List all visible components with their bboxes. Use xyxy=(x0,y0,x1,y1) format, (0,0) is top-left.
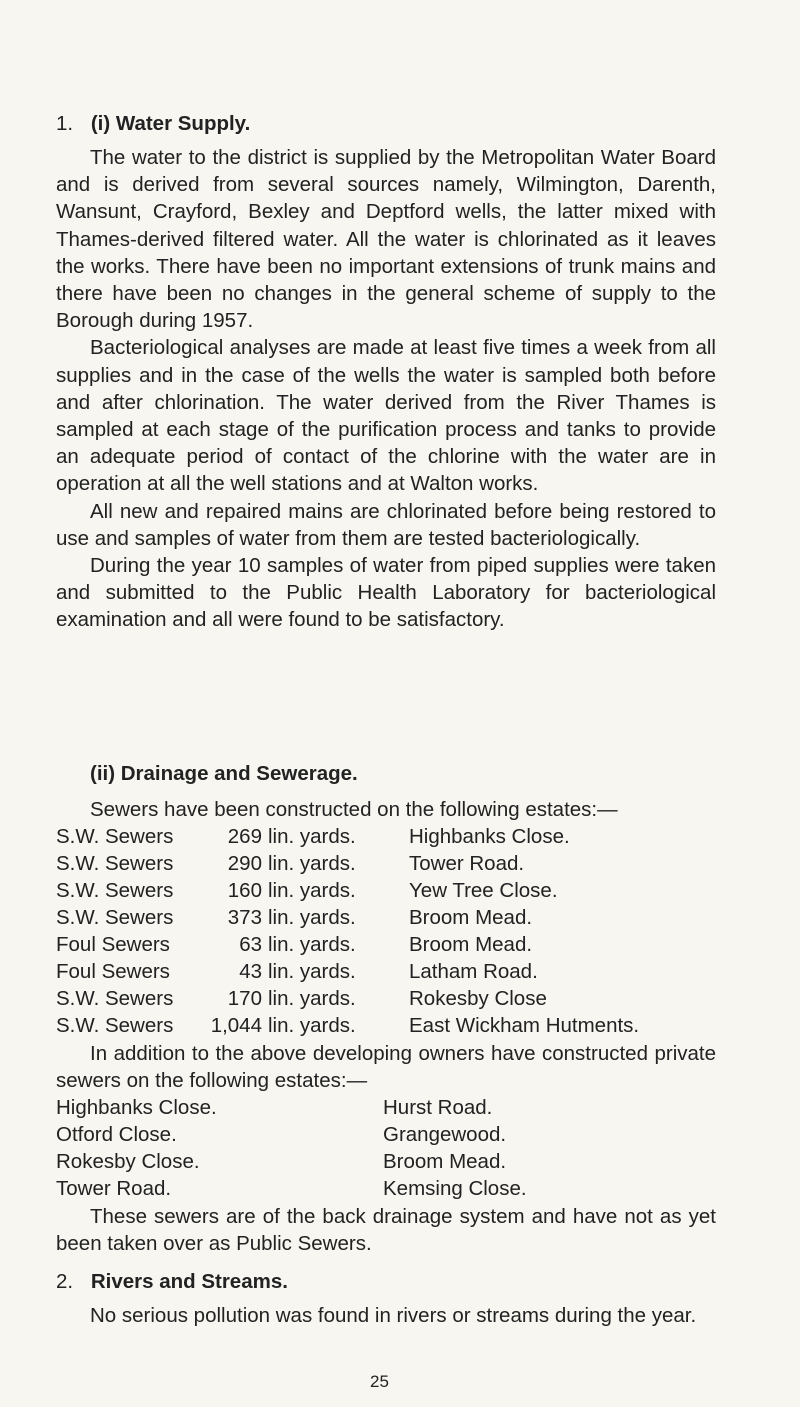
sewer-estate: Broom Mead. xyxy=(409,906,533,929)
sewer-type: S.W. Sewers xyxy=(56,825,174,848)
sewer-type: S.W. Sewers xyxy=(56,879,174,902)
rivers-streams-text: No serious pollution was found in rivers or streams during the year. xyxy=(90,1304,697,1327)
sewer-type: Foul Sewers xyxy=(56,933,170,956)
sewer-estate: Tower Road. xyxy=(409,852,525,875)
private-estate: Otford Close. xyxy=(56,1123,177,1146)
page-number: 25 xyxy=(370,1372,389,1391)
paragraph: All new and repaired mains are chlorinated before being restored to use and samples of water from them are tested bacteriologically. xyxy=(56,499,716,550)
sewer-unit: lin. yards. xyxy=(268,960,356,983)
private-estate: Kemsing Close. xyxy=(383,1177,527,1200)
private-estate: Broom Mead. xyxy=(383,1150,507,1173)
sewer-unit: lin. yards. xyxy=(268,825,356,848)
sewer-length: 170 xyxy=(227,987,262,1010)
section-1-number: 1. xyxy=(56,112,74,135)
section-1-heading xyxy=(56,110,250,137)
sewer-estate: East Wickham Hutments. xyxy=(409,1014,640,1037)
sewer-length: 373 xyxy=(227,906,262,929)
sewer-type: Foul Sewers xyxy=(56,960,170,983)
sewer-type: S.W. Sewers xyxy=(56,906,174,929)
sewer-unit: lin. yards. xyxy=(268,1014,356,1037)
sewer-length: 160 xyxy=(227,879,262,902)
sewer-length: 269 xyxy=(227,825,262,848)
sewer-estate: Highbanks Close. xyxy=(409,825,570,848)
water-supply-body xyxy=(56,144,716,634)
sewer-unit: lin. yards. xyxy=(268,933,356,956)
sewer-unit: lin. yards. xyxy=(268,987,356,1010)
sewer-length: 1,044 xyxy=(210,1014,262,1037)
rivers-streams-title: Rivers and Streams. xyxy=(90,1270,288,1293)
sewer-unit: lin. yards. xyxy=(268,852,356,875)
paragraph: The water to the district is supplied by the Metropolitan Water Board and is derived from several sources namely, Wilmington, Darenth, Wansunt, Crayford, Bexley and Deptford wells, the latter mixed with Thames-derived filtered water. All the water is chlorinated as it leaves the works. There have been no important extensions of trunk mains and there have been no changes in the general scheme of supply to the Borough during 1957. xyxy=(56,146,716,333)
private-sewers-intro-block xyxy=(56,1040,716,1094)
private-estate: Highbanks Close. xyxy=(56,1096,217,1119)
sewer-type: S.W. Sewers xyxy=(56,1014,174,1037)
sewer-type: S.W. Sewers xyxy=(56,852,174,875)
paragraph: Bacteriological analyses are made at least five times a week from all supplies and in the case of the wells the water is sampled both before and after chlorination. The water derived from the River Thames is sampled at each stage of the purification process and tanks to provide an adequate period of contact of the chlorine with the water are in operation at all the well stations and at Walton works. xyxy=(56,336,716,496)
water-supply-title: (i) Water Supply. xyxy=(90,112,251,135)
paragraph: During the year 10 samples of water from piped supplies were taken and submitted to the Public Health Laboratory for bacteriological examination and all were found to be satisfactory. xyxy=(56,554,716,632)
sewer-length: 290 xyxy=(227,852,262,875)
private-estate: Tower Road. xyxy=(56,1177,172,1200)
drainage-closing-block xyxy=(56,1203,716,1257)
sewer-estate: Latham Road. xyxy=(409,960,538,983)
sewer-estate: Broom Mead. xyxy=(409,933,533,956)
drainage-sewerage-heading: (ii) Drainage and Sewerage. xyxy=(90,762,358,785)
sewer-estate: Rokesby Close xyxy=(409,987,547,1010)
rivers-streams-block xyxy=(56,1302,716,1329)
section-2-number: 2. xyxy=(56,1270,74,1293)
private-sewers-intro: In addition to the above developing owners have constructed private sewers on the following estates:— xyxy=(56,1042,716,1093)
section-2-heading xyxy=(56,1268,288,1295)
private-estate: Hurst Road. xyxy=(383,1096,493,1119)
sewer-unit: lin. yards. xyxy=(268,879,356,902)
sewer-unit: lin. yards. xyxy=(268,906,356,929)
sewer-length: 43 xyxy=(239,960,262,983)
drainage-closing: These sewers are of the back drainage system and have not as yet been taken over as Public Sewers. xyxy=(56,1205,716,1256)
sewer-type: S.W. Sewers xyxy=(56,987,174,1010)
private-estate: Grangewood. xyxy=(383,1123,507,1146)
private-estate: Rokesby Close. xyxy=(56,1150,200,1173)
sewers-intro: Sewers have been constructed on the following estates:— xyxy=(90,798,618,821)
sewer-length: 63 xyxy=(239,933,262,956)
sewer-estate: Yew Tree Close. xyxy=(409,879,558,902)
